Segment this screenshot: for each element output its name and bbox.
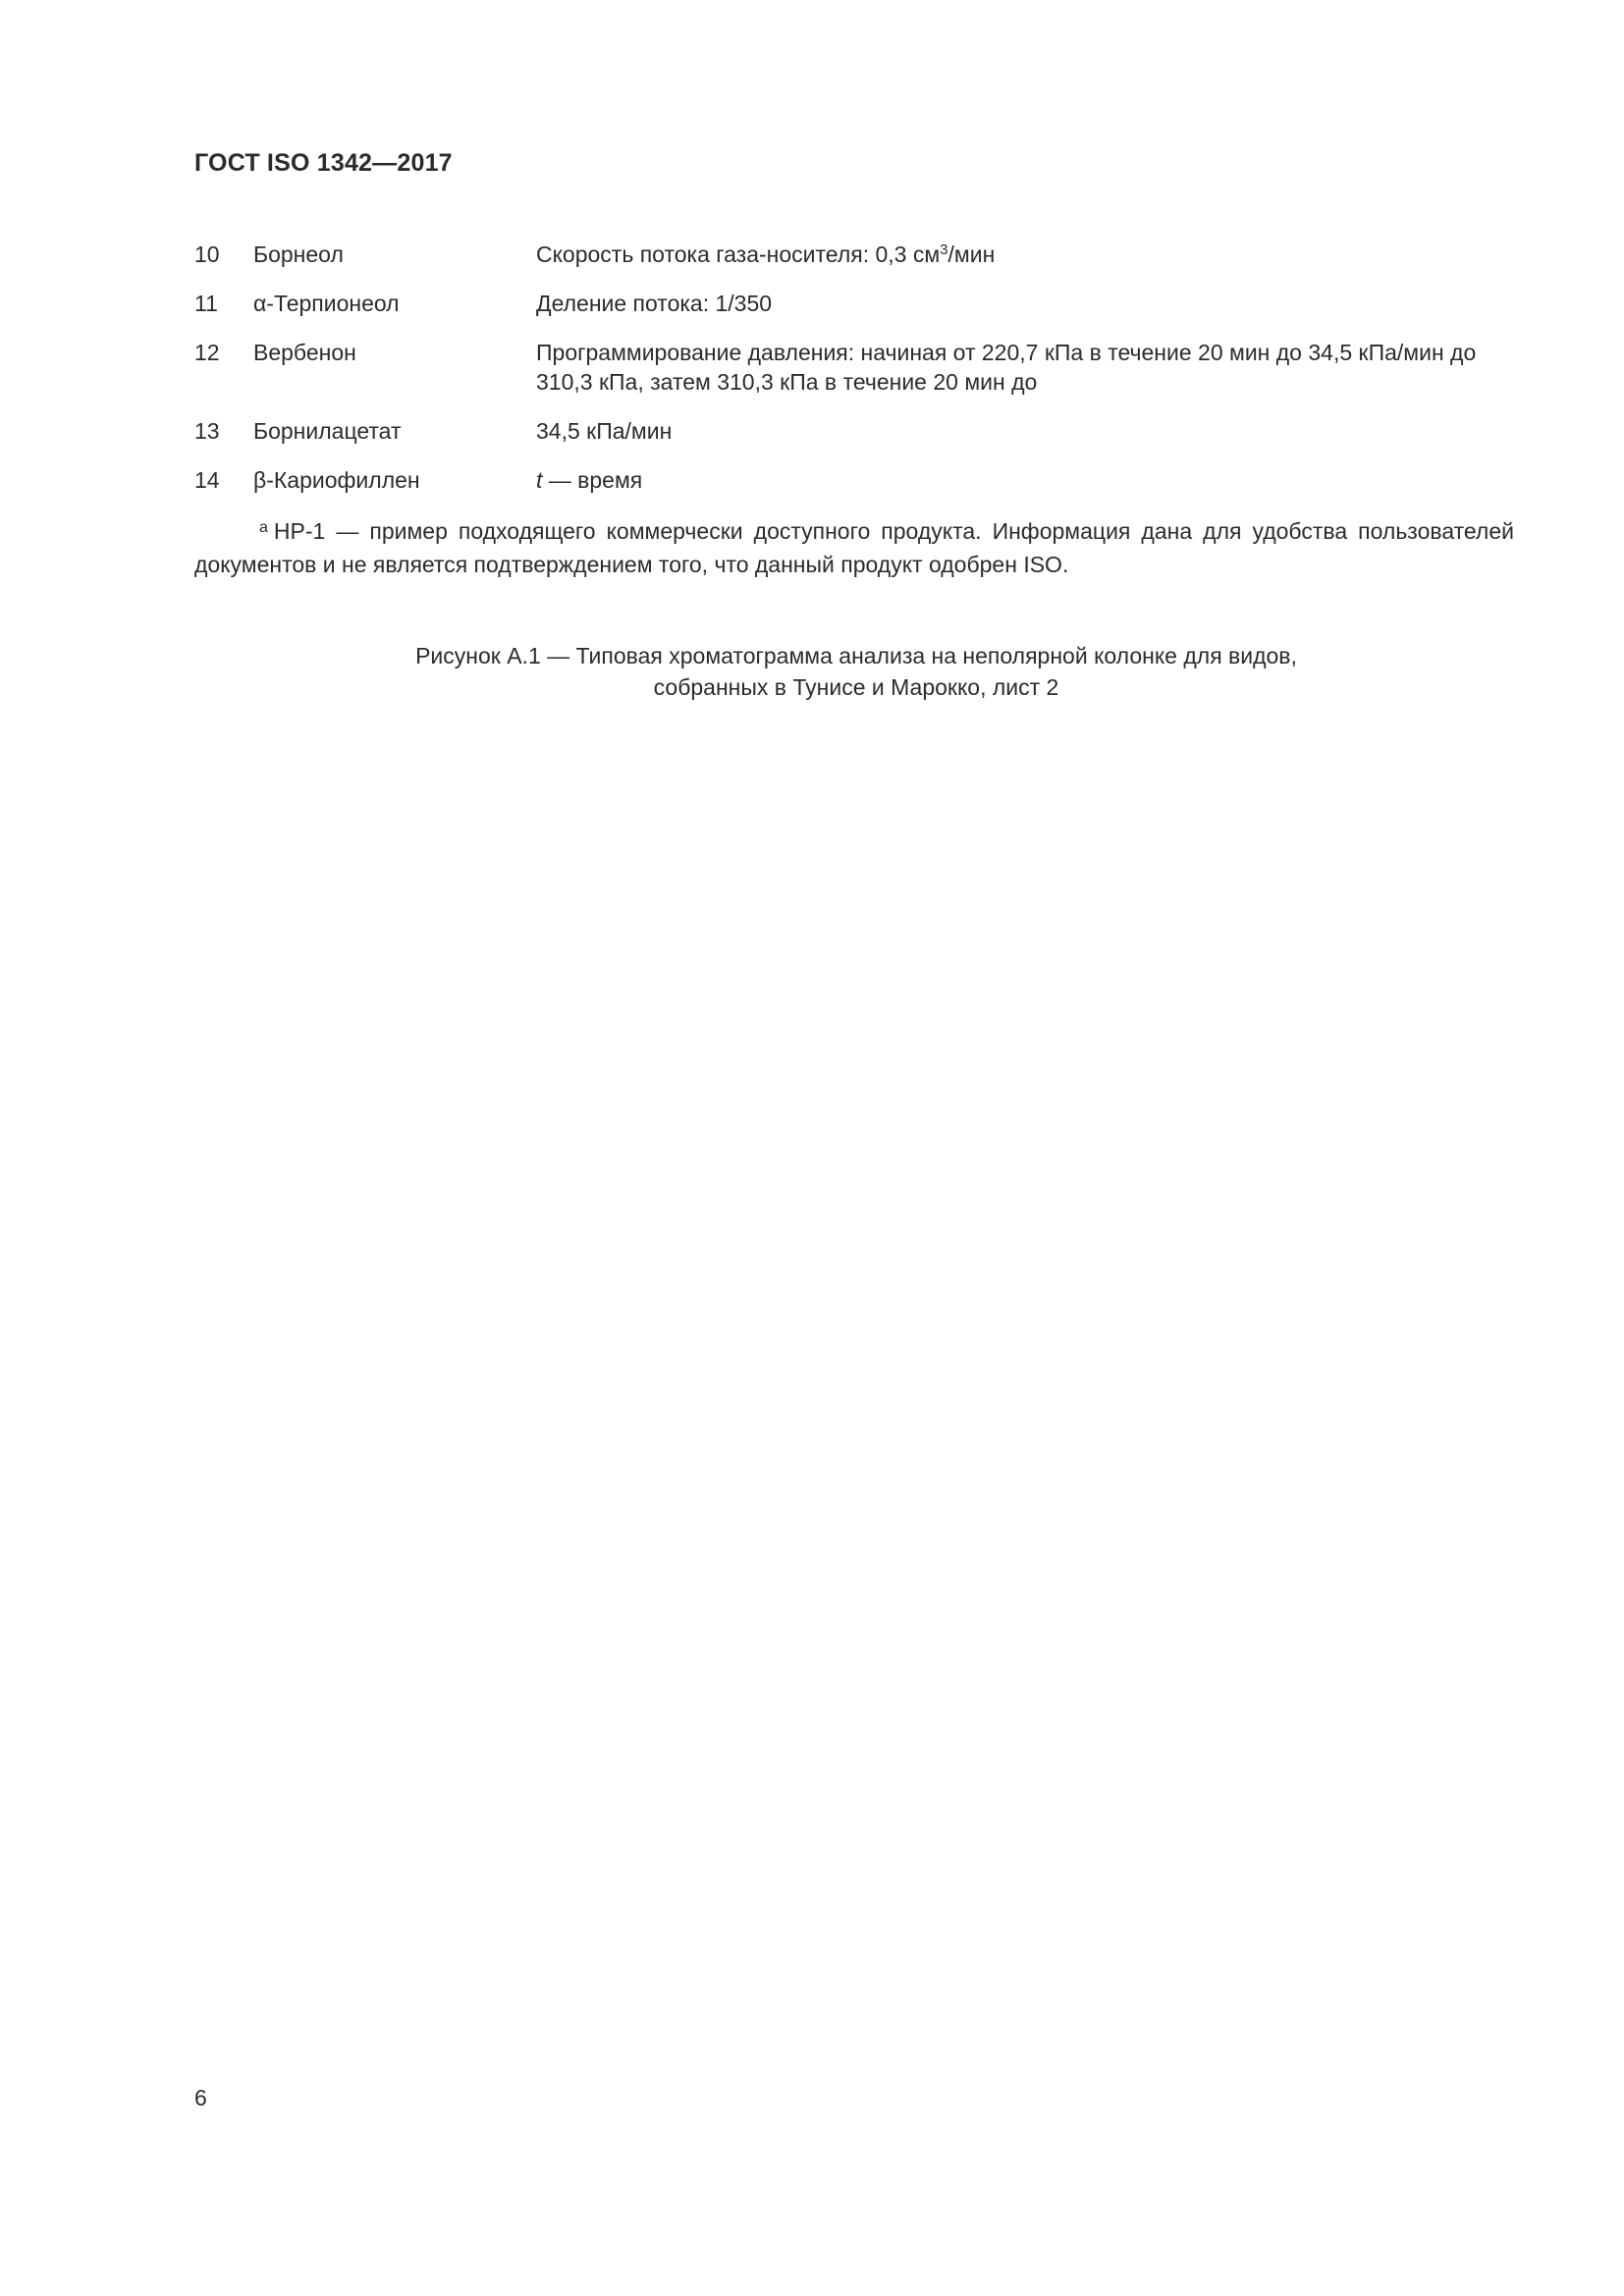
legend-compound-name: Борнеол (253, 241, 344, 267)
legend-number: 10 (194, 241, 220, 267)
legend-parameter-text: — время (542, 467, 643, 493)
legend-parameter (536, 465, 1530, 514)
legend-row (194, 465, 1530, 514)
legend-parameter: Программирование давления: начиная от 220,7 кПа в течение 20 мин до 34,5 кПа/мин до 310,3 кПа, затем 310,3 кПа в течение 20 мин до (536, 340, 1477, 395)
legend-compound-name: Вербенон (253, 340, 356, 365)
legend-parameter: Деление потока: 1/350 (536, 291, 773, 316)
legend-parameter (536, 240, 1530, 289)
figure-caption-line-1: Рисунок А.1 — Типовая хроматограмма анализа на неполярной колонке для видов, (415, 643, 1297, 668)
page-number: 6 (194, 2085, 207, 2110)
legend-number: 14 (194, 467, 220, 493)
figure-caption (194, 640, 1518, 703)
legend-compound-name: β-Кариофиллен (253, 467, 420, 493)
legend-compound-name: α-Терпионеол (253, 291, 400, 316)
legend-number: 11 (194, 291, 218, 316)
legend-parameter-text: Скорость потока газа-носителя: 0,3 см (536, 241, 941, 267)
legend-parameter: 34,5 кПа/мин (536, 418, 673, 444)
document-header: ГОСТ ISO 1342—2017 (194, 149, 453, 177)
legend-row (194, 338, 1530, 416)
legend-row (194, 240, 1530, 289)
legend-number: 13 (194, 418, 220, 444)
legend-compound-name: Борнилацетат (253, 418, 402, 444)
footnote-marker: a (259, 519, 268, 536)
legend-number: 12 (194, 340, 220, 365)
legend-row (194, 416, 1530, 465)
footnote (194, 514, 1514, 581)
figure-legend-table (194, 240, 1530, 514)
legend-parameter-tail: /мин (947, 241, 996, 267)
footnote-text: HP-1 — пример подходящего коммерчески доступного продукта. Информация дана для удобства пользователей документов и не является подтверждением того, что данный продукт одобрен ISO. (194, 518, 1514, 577)
legend-parameter-superscript: 3 (940, 241, 948, 258)
time-symbol: t (536, 467, 543, 493)
legend-row (194, 289, 1530, 338)
figure-caption-line-2: собранных в Тунисе и Марокко, лист 2 (653, 674, 1059, 700)
